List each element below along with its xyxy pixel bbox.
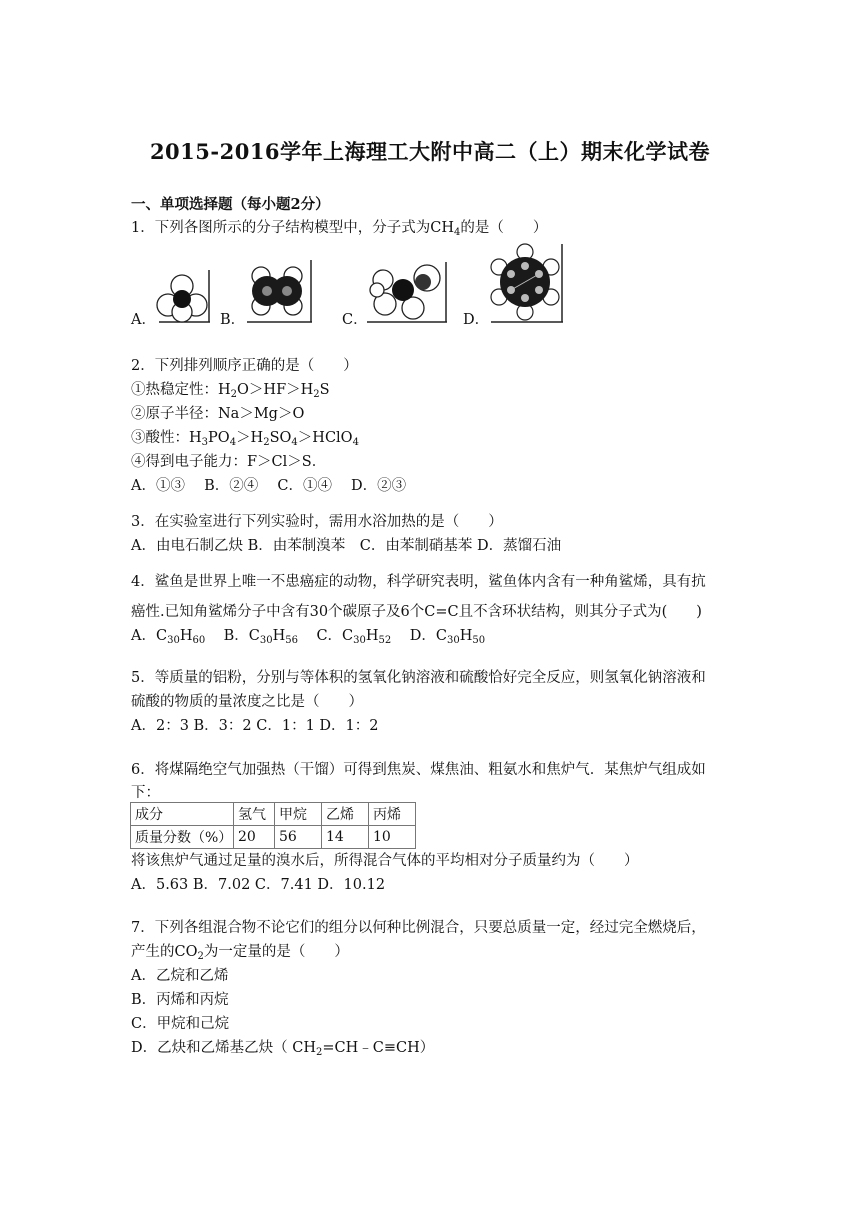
question-2-item-3: ③酸性：$H_3PO_4>H_2SO_4>HClO_4$	[131, 430, 359, 448]
question-7-option-a: A．乙烷和乙烯	[131, 968, 229, 984]
question-3-options: A．由电石制乙炔 B．由苯制溴苯 C．由苯制硝基苯 D．蒸馏石油	[131, 538, 562, 554]
question-7-line-2: 产生的$CO_2$为一定量的是（ ）	[131, 944, 349, 962]
molecule-model-b-image	[243, 258, 315, 324]
question-2-options: A．①③ B．②④ C．①④ D．②③	[131, 478, 407, 494]
table-cell: 14	[322, 826, 369, 849]
question-1-stem: 1．下列各图所示的分子结构模型中，分子式为$CH_4$的是（ ）	[131, 220, 548, 238]
molecule-model-d-image	[487, 242, 565, 324]
q1-option-a-label: A．	[131, 312, 156, 328]
question-6-line-2: 下：	[131, 785, 160, 801]
section-heading: 一、单项选择题（每小题2分）	[131, 196, 330, 213]
page-title: 2015-2016学年上海理工大附中高二（上）期末化学试卷	[149, 139, 711, 164]
coke-gas-composition-table	[130, 802, 416, 849]
table-cell: 10	[369, 826, 416, 849]
table-cell: 56	[275, 826, 322, 849]
table-cell: 质量分数（%）	[131, 826, 234, 849]
table-cell: 甲烷	[275, 803, 322, 826]
question-7-option-b: B．丙烯和丙烷	[131, 992, 229, 1008]
q4-option-c: C．$C_{30}H_{52}$	[316, 628, 392, 646]
question-7-option-c: C．甲烷和己烷	[131, 1016, 230, 1032]
table-cell: 成分	[131, 803, 234, 826]
question-5-options: A．2：3 B．3：2 C．1：1 D．1：2	[131, 718, 379, 734]
molecule-model-a-image	[155, 268, 213, 324]
table-header-row	[131, 803, 416, 826]
table-cell: 氢气	[234, 803, 275, 826]
question-2-item-4: ④得到电子能力：F＞Cl＞S．	[131, 454, 327, 470]
table-cell: 丙烯	[369, 803, 416, 826]
table-row	[131, 826, 416, 849]
question-5-line-1: 5．等质量的铝粉，分别与等体积的氢氧化钠溶液和硫酸恰好完全反应，则氢氧化钠溶液和	[131, 670, 706, 686]
q4-option-a: A．$C_{30}H_{60}$	[131, 628, 206, 646]
question-4-options	[131, 627, 485, 645]
question-4-line-2: 癌性.已知角鲨烯分子中含有30个碳原子及6个C=C且不含环状结构，则其分子式为( )	[131, 604, 702, 620]
question-2-stem: 2．下列排列顺序正确的是（ ）	[131, 358, 358, 374]
question-7-option-d: D．乙炔和乙烯基乙炔（ $CH_2=CH﹣C\equiv CH$）	[131, 1040, 435, 1058]
question-5-line-2: 硫酸的物质的量浓度之比是（ ）	[131, 694, 363, 710]
q1-option-c-label: C．	[342, 312, 368, 328]
question-6-options: A．5.63 B．7.02 C．7.41 D．10.12	[131, 877, 386, 893]
question-2-item-2: ②原子半径：Na＞Mg＞O	[131, 406, 305, 422]
question-7-line-1: 7．下列各组混合物不论它们的组分以何种比例混合，只要总质量一定，经过完全燃烧后，	[131, 920, 706, 936]
table-cell: 20	[234, 826, 275, 849]
question-4-line-1: 4．鲨鱼是世界上唯一不患癌症的动物，科学研究表明，鲨鱼体内含有一种角鲨烯，具有抗	[131, 574, 706, 590]
question-6-line-1: 6．将煤隔绝空气加强热（干馏）可得到焦炭、煤焦油、粗氨水和焦炉气．某焦炉气组成如	[131, 762, 706, 778]
question-6-line-3: 将该焦炉气通过足量的溴水后，所得混合气体的平均相对分子质量约为（ ）	[131, 853, 639, 869]
q4-option-d: D．$C_{30}H_{50}$	[409, 628, 486, 646]
question-2-item-1: ①热稳定性：$H_2O>HF>H_2S$	[131, 382, 330, 400]
question-3-stem: 3．在实验室进行下列实验时，需用水浴加热的是（ ）	[131, 514, 503, 530]
molecule-model-c-image	[363, 260, 449, 324]
table-cell: 乙烯	[322, 803, 369, 826]
q1-option-d-label: D．	[463, 312, 490, 328]
q1-option-b-label: B．	[220, 312, 246, 328]
q4-option-b: B．$C_{30}H_{56}$	[223, 628, 299, 646]
